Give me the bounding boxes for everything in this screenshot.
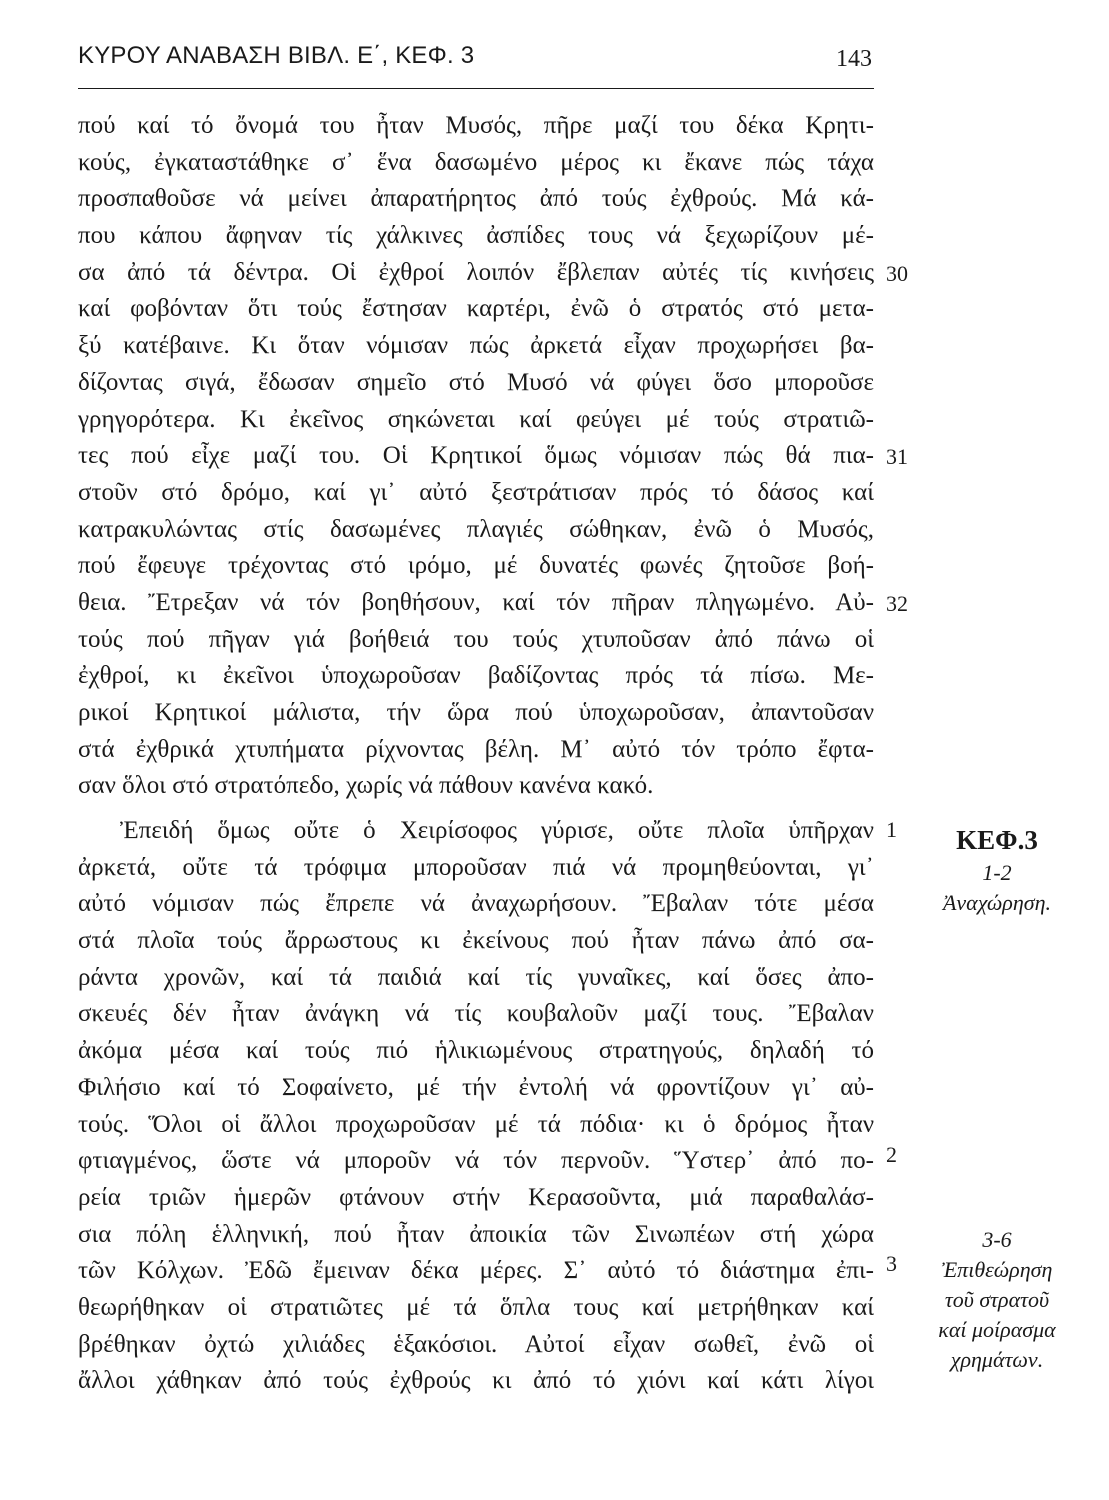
section-number-32: 32 [886,591,908,616]
text-line: ἐχθροί, κι ἐκεῖνοι ὑποχωροῦσαν βαδίζοντας πρός τά πίσω. Με- [78,662,874,690]
sidenote-range: 1-2 [982,860,1012,885]
text-line: Φιλήσιο καί τό Σοφαίνετο, μέ τήν ἐντολή νά φροντίζουν γι᾿ αὐ- [78,1073,874,1101]
text-line: κούς, ἐγκαταστάθηκε σ᾿ ἕνα δασωμένο μέρος κι ἔκανε πώς τάχα [78,148,874,176]
text-line: ράντα χρονῶν, καί τά παιδιά καί τίς γυναῖκες, καί ὅσες ἀπο- [78,963,874,991]
text-line: βρέθηκαν ὀχτώ χιλιάδες ἑξακόσιοι. Αὐτοί εἶχαν σωθεῖ, ἐνῶ οἱ [78,1330,874,1358]
text-line: ρεία τριῶν ἡμερῶν φτάνουν στήν Κερασοῦντα, μιά παραθαλάσ- [78,1183,874,1211]
section-number-2: 2 [886,1142,897,1167]
text-line: ἄλλοι χάθηκαν ἀπό τούς ἐχθρούς κι ἀπό τό χιόνι καί κάτι λίγοι [78,1367,874,1395]
text-line: Ἐπειδή ὅμως οὔτε ὁ Χειρίσοφος γύρισε, οὔτε πλοῖα ὑπῆρχαν [120,817,874,844]
text-line: προσπαθοῦσε νά μείνει ἀπαρατήρητος ἀπό τούς ἐχθρούς. Μά κά- [78,185,874,213]
sidenote-chapter-3 [922,822,1072,918]
text-line: σαν ὅλοι στό στρατόπεδο, χωρίς νά πάθουν κανένα κακό. [78,772,654,800]
text-line: σα ἀπό τά δέντρα. Οἱ ἐχθροί λοιπόν ἔβλεπαν αὐτές τίς κινήσεις [78,258,874,286]
text-line: τούς πού πῆγαν γιά βοήθειά του τούς χτυποῦσαν ἀπό πάνω οἱ [78,625,874,653]
header-rule [78,88,874,89]
text-line: ἀρκετά, οὔτε τά τρόφιμα μποροῦσαν πιά νά προμηθεύονται, γι᾿ [78,853,874,881]
sidenote-heading-line: χρημάτων. [950,1347,1044,1372]
text-line: ξύ κατέβαινε. Κι ὅταν νόμισαν πώς ἀρκετά εἶχαν προχωρήσει βα- [78,332,874,360]
page-number: 143 [836,46,872,72]
section-number-1: 1 [886,817,897,842]
section-number-3: 3 [886,1251,897,1276]
sidenote-heading: Ἀναχώρηση. [942,890,1052,915]
sidenote-heading-line: καί μοίρασμα [938,1317,1056,1342]
text-line: φτιαγμένος, ὥστε νά μποροῦν νά τόν περνοῦν. Ὕστερ᾿ ἀπό πο- [78,1147,874,1175]
section-number-30: 30 [886,261,908,286]
text-line: τες πού εἶχε μαζί του. Οἱ Κρητικοί ὅμως νόμισαν πώς θά πια- [78,442,874,470]
text-line: θεωρήθηκαν οἱ στρατιῶτες μέ τά ὅπλα τους καί μετρήθηκαν καί [78,1293,874,1321]
text-line: στά πλοῖα τούς ἄρρωστους κι ἐκείνους πού ἦταν πάνω ἀπό σα- [78,927,874,955]
sidenote-inspection [922,1225,1072,1375]
sidenote-range: 3-6 [982,1227,1012,1252]
text-line: γρηγορότερα. Κι ἐκεῖνος σηκώνεται καί φεύγει μέ τούς στρατιῶ- [78,405,874,433]
text-line: καί φοβόνταν ὅτι τούς ἔστησαν καρτέρι, ἐνῶ ὁ στρατός στό μετα- [78,295,874,323]
text-line: που κάπου ἄφηναν τίς χάλκινες ἀσπίδες τους νά ξεχωρίζουν μέ- [78,222,874,250]
running-title: ΚΥΡΟΥ ΑΝΑΒΑΣΗ ΒΙΒΛ. Ε΄, ΚΕΦ. 3 [78,42,475,69]
text-line: πού καί τό ὄνομά του ἦταν Μυσός, πῆρε μαζί του δέκα Κρητι- [78,112,874,139]
paragraph-continued [78,108,874,805]
text-line: πού ἔφευγε τρέχοντας στό ιρόμο, μέ δυνατές φωνές ζητοῦσε βοή- [78,552,874,580]
text-line: αὐτό νόμισαν πώς ἔπρεπε νά ἀναχωρήσουν. Ἔβαλαν τότε μέσα [78,890,874,918]
text-line: ρικοί Κρητικοί μάλιστα, τήν ὥρα πού ὑποχωροῦσαν, ἀπαντοῦσαν [78,699,874,726]
sidenote-heading-line: τοῦ στρατοῦ [944,1287,1050,1312]
paragraph-chapter-3 [78,813,874,1400]
text-line: σκευές δέν ἦταν ἀνάγκη νά τίς κουβαλοῦν μαζί τους. Ἔβαλαν [78,1000,874,1028]
text-line: τῶν Κόλχων. Ἐδῶ ἔμειναν δέκα μέρες. Σ᾿ αὐτό τό διάστημα ἐπι- [78,1257,874,1285]
text-line: τούς. Ὅλοι οἱ ἄλλοι προχωροῦσαν μέ τά πόδια· κι ὁ δρόμος ἦταν [78,1110,874,1138]
text-line: σια πόλη ἑλληνική, πού ἦταν ἀποικία τῶν Σινωπέων στή χώρα [78,1220,874,1248]
text-line: θεια. Ἔτρεξαν νά τόν βοηθήσουν, καί τόν πῆραν πληγωμένο. Αὐ- [78,588,874,616]
sidenote-heading-line: Ἐπιθεώρηση [941,1257,1053,1282]
text-line: στά ἐχθρικά χτυπήματα ρίχνοντας βέλη. Μ᾿ αὐτό τόν τρόπο ἔφτα- [78,735,874,763]
text-line: ἀκόμα μέσα καί τούς πιό ἡλικιωμένους στρατηγούς, δηλαδή τό [78,1037,874,1065]
section-number-31: 31 [886,444,908,469]
text-line: κατρακυλώντας στίς δασωμένες πλαγιές σώθηκαν, ἐνῶ ὁ Μυσός, [78,515,874,543]
text-line: στοῦν στό δρόμο, καί γι᾿ αὐτό ξεστράτισαν πρός τό δάσος καί [78,478,874,506]
text-line: δίζοντας σιγά, ἔδωσαν σημεῖο στό Μυσό νά φύγει ὅσο μποροῦσε [78,368,874,396]
chapter-label: ΚΕΦ.3 [956,825,1038,855]
